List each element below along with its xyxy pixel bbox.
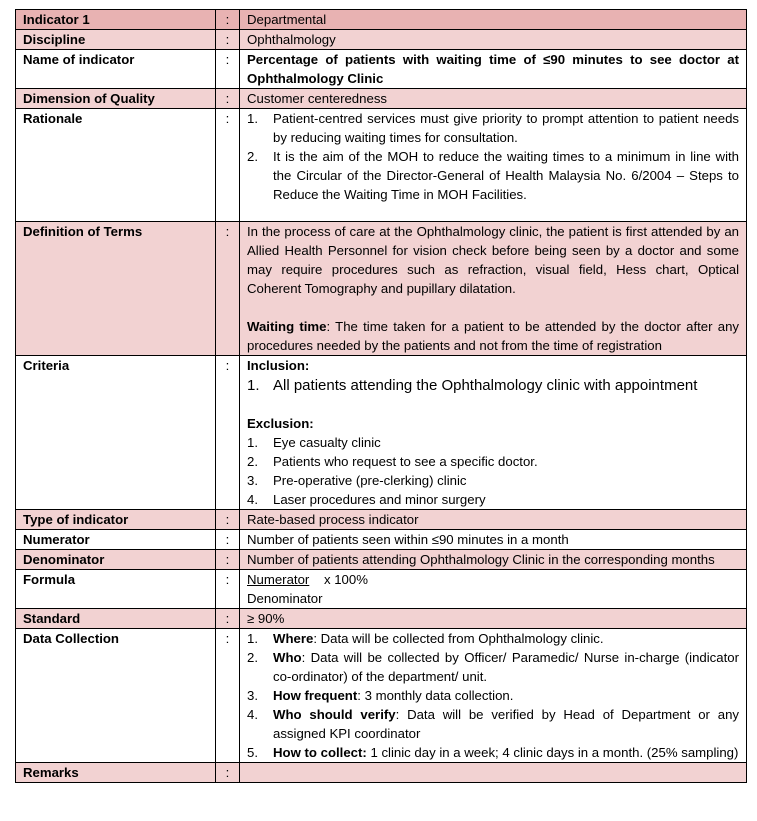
separator: : (216, 50, 240, 89)
label-standard: Standard (16, 609, 216, 629)
row-dimension (16, 89, 747, 109)
waiting-time-definition: Waiting time: The time taken for a patient to be attended by the doctor after any procedures needed by the patients and not from the time of registration (247, 319, 740, 353)
value-definition (240, 222, 747, 356)
exclusion-item: 1. Eye casualty clinic (247, 435, 381, 450)
exclusion-heading: Exclusion: (247, 416, 314, 431)
separator: : (216, 530, 240, 550)
label-denominator: Denominator (16, 550, 216, 570)
inclusion-heading: Inclusion: (247, 358, 310, 373)
separator: : (216, 550, 240, 570)
separator: : (216, 30, 240, 50)
data-collection-item: 3. How frequent: 3 monthly data collection. (247, 688, 514, 703)
exclusion-item: 3. Pre-operative (pre-clerking) clinic (247, 473, 467, 488)
definition-paragraph: In the process of care at the Ophthalmology clinic, the patient is first attended by an Allied Health Personnel for vision check before being seen by a doctor and some may require procedures such as refraction, visual field, Hess chart, Optical Coherent Tomography and pupillary dilatation. (247, 224, 739, 296)
indicator-table (15, 9, 747, 783)
formula-multiplier: x 100% (323, 572, 368, 587)
value-discipline: Ophthalmology (240, 30, 747, 50)
value-denominator: Number of patients attending Ophthalmology Clinic in the corresponding months (240, 550, 747, 570)
data-collection-item: 2. Who: Data will be collected by Officer/ Paramedic/ Nurse in-charge (indicator co-ordinator) of the department/ unit. (247, 650, 739, 684)
label-formula: Formula (16, 570, 216, 609)
label-indicator: Indicator 1 (16, 10, 216, 30)
separator: : (216, 510, 240, 530)
row-numerator (16, 530, 747, 550)
row-data-collection (16, 629, 747, 763)
separator: : (216, 222, 240, 356)
inclusion-item: 1. All patients attending the Ophthalmology clinic with appointment (247, 377, 698, 394)
data-collection-item: 5. How to collect: 1 clinic day in a week; 4 clinic days in a month. (25% sampling) (247, 745, 739, 760)
separator: : (216, 109, 240, 222)
separator: : (216, 10, 240, 30)
formula-numerator: Numerator (247, 572, 310, 587)
label-discipline: Discipline (16, 30, 216, 50)
separator: : (216, 629, 240, 763)
row-remarks (16, 763, 747, 783)
row-name (16, 50, 747, 89)
label-type: Type of indicator (16, 510, 216, 530)
label-numerator: Numerator (16, 530, 216, 550)
label-dimension: Dimension of Quality (16, 89, 216, 109)
row-discipline (16, 30, 747, 50)
row-rationale (16, 109, 747, 222)
label-remarks: Remarks (16, 763, 216, 783)
separator: : (216, 609, 240, 629)
row-indicator (16, 10, 747, 30)
exclusion-item: 4. Laser procedures and minor surgery (247, 492, 486, 507)
value-rationale (240, 109, 747, 222)
exclusion-item: 2. Patients who request to see a specific doctor. (247, 454, 538, 469)
value-criteria (240, 356, 747, 510)
value-dimension: Customer centeredness (240, 89, 747, 109)
separator: : (216, 763, 240, 783)
data-collection-item: 1. Where: Data will be collected from Ophthalmology clinic. (247, 631, 604, 646)
separator: : (216, 89, 240, 109)
data-collection-item: 4. Who should verify: Data will be verified by Head of Department or any assigned KPI coordinator (247, 707, 740, 741)
value-remarks (240, 763, 747, 783)
label-criteria: Criteria (16, 356, 216, 510)
row-denominator (16, 550, 747, 570)
row-type (16, 510, 747, 530)
label-name: Name of indicator (16, 50, 216, 89)
value-indicator: Departmental (240, 10, 747, 30)
rationale-item: 2. It is the aim of the MOH to reduce the waiting times to a minimum in line with the Circular of the Director-General of Health Malaysia No. 6/2004 – Steps to Reduce the Waiting Time in MOH Facilities. (247, 149, 739, 202)
value-standard: ≥ 90% (240, 609, 747, 629)
row-standard (16, 609, 747, 629)
label-rationale: Rationale (16, 109, 216, 222)
rationale-item: 1. Patient-centred services must give priority to prompt attention to patient needs by reducing waiting times for consultation. (247, 111, 739, 145)
row-formula (16, 570, 747, 609)
label-data-collection: Data Collection (16, 629, 216, 763)
value-numerator: Number of patients seen within ≤90 minutes in a month (240, 530, 747, 550)
value-type: Rate-based process indicator (240, 510, 747, 530)
separator: : (216, 570, 240, 609)
value-data-collection (240, 629, 747, 763)
value-name: Percentage of patients with waiting time of ≤90 minutes to see doctor at Ophthalmology Clinic (240, 50, 747, 89)
value-formula (240, 570, 747, 609)
formula-denominator: Denominator (247, 591, 323, 606)
label-definition: Definition of Terms (16, 222, 216, 356)
row-criteria (16, 356, 747, 510)
row-definition (16, 222, 747, 356)
separator: : (216, 356, 240, 510)
